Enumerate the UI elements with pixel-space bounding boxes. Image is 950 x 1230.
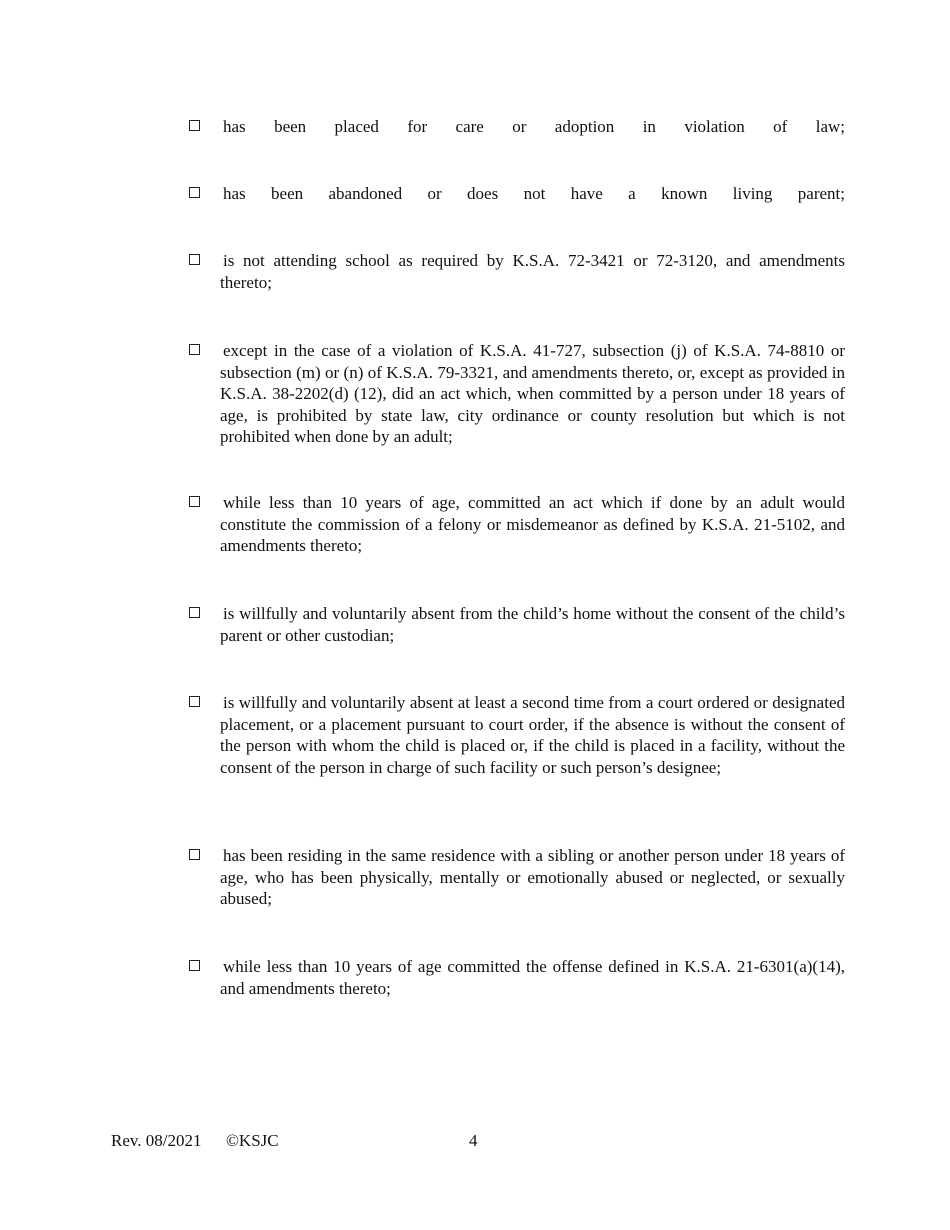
footer-copyright: ©KSJC [226,1131,279,1150]
checkbox-8[interactable] [189,849,200,860]
item-text-6: is willfully and voluntarily absent from the child’s home without the consent of the child’s parent or other custodian; [220,604,845,645]
checkbox-5[interactable] [189,496,200,507]
checkbox-9[interactable] [189,960,200,971]
checkbox-1[interactable] [189,120,200,131]
footer-revision: Rev. 08/2021 [111,1131,202,1150]
checkbox-6[interactable] [189,607,200,618]
item-text-1: has been placed for care or adoption in violation of law; [223,117,845,136]
item-text-2: has been abandoned or does not have a known living parent; [223,184,845,203]
item-text-7: is willfully and voluntarily absent at least a second time from a court ordered or designated placement, or a placement pursuant to court order, if the absence is without the consent of the person with whom the child is placed or, if the child is placed in a facility, without the consent of the person in charge of such facility or such person’s designee; [220,693,845,777]
item-text-9: while less than 10 years of age committed the offense defined in K.S.A. 21-6301(a)(14), and amendments thereto; [220,957,845,998]
checkbox-3[interactable] [189,254,200,265]
checkbox-2[interactable] [189,187,200,198]
checkbox-4[interactable] [189,344,200,355]
checkbox-7[interactable] [189,696,200,707]
item-text-3: is not attending school as required by K.S.A. 72-3421 or 72-3120, and amendments thereto; [220,251,845,292]
item-text-5: while less than 10 years of age, committed an act which if done by an adult would constitute the commission of a felony or misdemeanor as defined by K.S.A. 21-5102, and amendments thereto; [220,493,845,555]
page-number: 4 [469,1131,478,1150]
item-text-8: has been residing in the same residence with a sibling or another person under 18 years of age, who has been physically, mentally or emotionally abused or neglected, or sexually abused; [220,846,845,908]
item-text-4: except in the case of a violation of K.S.A. 41-727, subsection (j) of K.S.A. 74-8810 or subsection (m) or (n) of K.S.A. 79-3321, and amendments thereto, or, except as provided in K.S.A. 38-2202(d) (12), did an act which, when committed by a person under 18 years of age, is prohibited by state law, city ordinance or county resolution but which is not prohibited when done by an adult; [220,341,845,446]
